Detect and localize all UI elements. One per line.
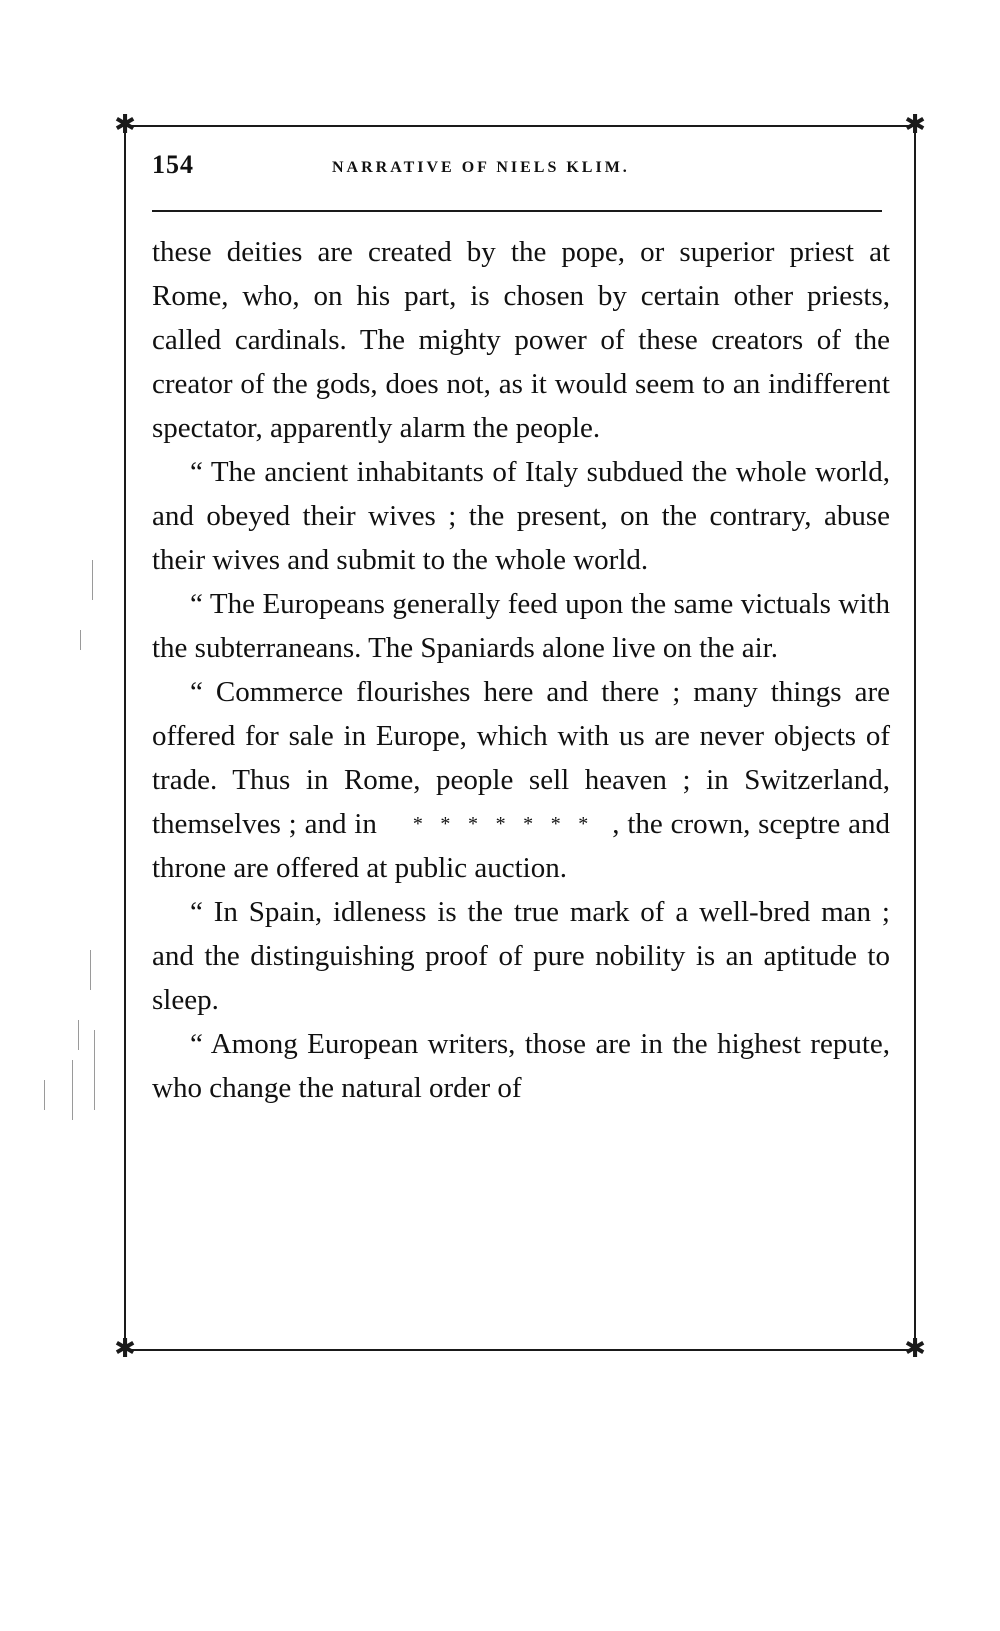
bottom-border-rule	[124, 1349, 916, 1351]
corner-ornament-bottom-left-icon: ✱	[114, 1334, 136, 1364]
paragraph-text-after-stars: , the crown, sceptre and throne are offered at public auction.	[152, 808, 890, 884]
asterism: * * * * * * *	[412, 813, 595, 835]
left-border-rule	[124, 125, 126, 1351]
running-title: NARRATIVE OF NIELS KLIM.	[332, 159, 630, 176]
top-border-rule	[124, 125, 916, 127]
right-border-rule	[914, 125, 916, 1351]
corner-ornament-top-left-icon: ✱	[114, 110, 136, 140]
paragraph	[152, 670, 890, 890]
corner-ornament-top-right-icon: ✱	[904, 110, 926, 140]
paragraph: “ The ancient inhabitants of Italy subdued the whole world, and obeyed their wives ; the present, on the contrary, abuse their wives and submit to the whole world.	[152, 456, 890, 576]
corner-ornament-bottom-right-icon: ✱	[904, 1334, 926, 1364]
paragraph: these deities are created by the pope, or superior priest at Rome, who, on his part, is chosen by certain other priests, called cardinals. The mighty power of these creators of the creator of the gods, does not, as it would seem to an indifferent spectator, apparently alarm the people.	[152, 236, 890, 444]
paragraph: “ Among European writers, those are in the highest repute, who change the natural order of	[152, 1028, 890, 1104]
header-rule	[152, 210, 882, 212]
body-text	[152, 230, 890, 1110]
paragraph-text-before-stars: “ Commerce flourishes here and there ; many things are offered for sale in Europe, which with us are never objects of trade. Thus in Rome, people sell heaven ; in Switzerland, themselves ; and in	[152, 676, 890, 840]
paragraph: “ In Spain, idleness is the true mark of a well-bred man ; and the distinguishing proof of pure nobility is an aptitude to sleep.	[152, 896, 890, 1016]
page-number: 154	[152, 150, 194, 179]
paragraph: “ The Europeans generally feed upon the same victuals with the subterraneans. The Spaniards alone live on the air.	[152, 588, 890, 664]
scan-margin-marks	[30, 560, 100, 1200]
page-header	[152, 150, 892, 190]
